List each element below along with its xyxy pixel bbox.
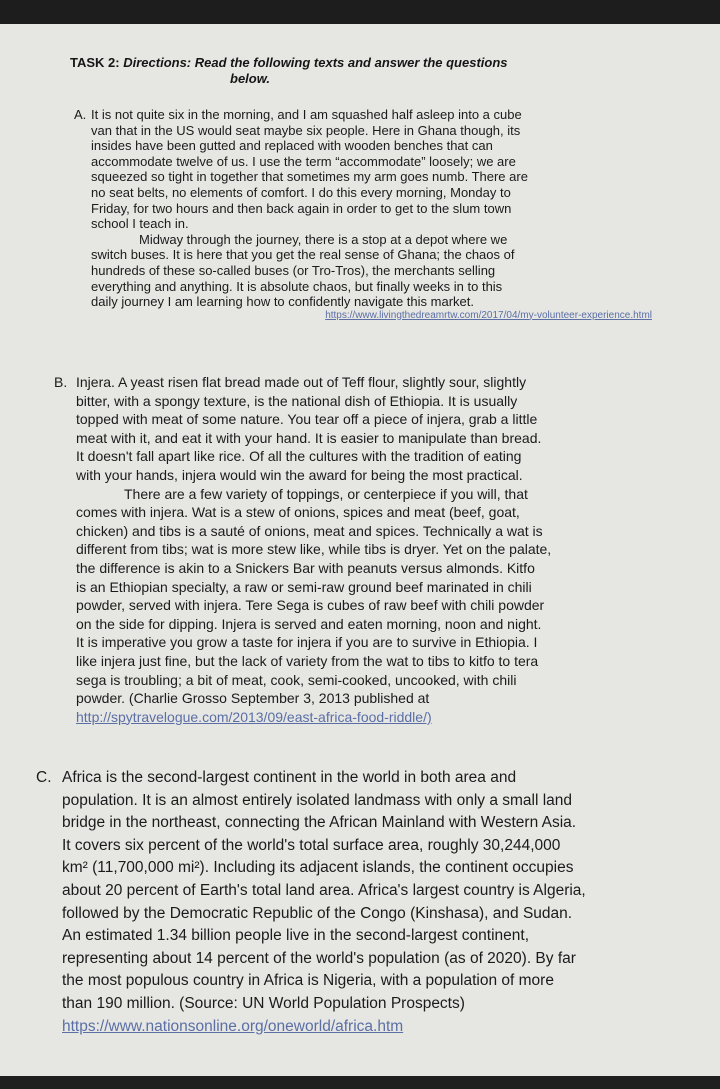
passage-b-line: Injera. A yeast risen flat bread made out of Teff flour, slightly sour, slightly (76, 374, 527, 390)
passage-c-line: It covers six percent of the world's total surface area, roughly 30,244,000 (62, 836, 561, 854)
passage-b (54, 373, 674, 726)
passage-b-line: with your hands, injera would win the award for being the most practical. (76, 466, 523, 483)
passage-b-line: powder. (Charlie Grosso September 3, 2013 published at (76, 690, 430, 707)
passage-a-line: squeezed so tight in together that sometimes my arm goes numb. There are (91, 169, 528, 185)
passage-b-line: powder, served with injera. Tere Sega is cubes of raw beef with chili powder (76, 597, 545, 614)
passage-a (74, 107, 654, 322)
passage-c-line: bridge in the northeast, connecting the African Mainland with Western Asia. (62, 814, 577, 832)
passage-a-line: insides have been gutted and replaced with wooden benches that can (91, 138, 493, 154)
passage-b-line: It is imperative you grow a taste for injera if you are to survive in Ethiopia. I (76, 634, 538, 651)
passage-b-line: on the side for dipping. Injera is served and eaten morning, noon and night. (76, 615, 542, 632)
passage-a-line: no seat belts, no elements of comfort. I do this every morning, Monday to (91, 184, 511, 200)
passage-b-line: It doesn't fall apart like rice. Of all the cultures with the tradition of eating (76, 448, 522, 465)
passage-c (36, 767, 686, 1038)
passage-a-line: van that in the US would seat maybe six people. Here in Ghana though, its (91, 122, 521, 138)
passage-b-line: topped with meat of some nature. You tear off a piece of injera, grab a little (76, 411, 538, 428)
bottom-border (0, 1076, 720, 1089)
passage-c-line: An estimated 1.34 billion people live in the second-largest continent, (62, 927, 530, 945)
passage-c-line: the most populous country in Africa is Nigeria, with a population of more (62, 972, 554, 990)
passage-c-line: population. It is an almost entirely isolated landmass with only a small land (62, 791, 573, 809)
passage-b-marker: B. (54, 374, 68, 390)
passage-b-source-link[interactable]: http://spytravelogue.com/2013/09/east-africa-food-riddle/) (76, 708, 432, 725)
passage-a-line: hundreds of these so-called buses (or Tro-Tros), the merchants selling (91, 262, 496, 278)
passage-c-line: than 190 million. (Source: UN World Population Prospects) (62, 994, 465, 1012)
passage-b-line: There are a few variety of toppings, or centerpiece if you will, that (124, 485, 528, 502)
passage-b-line: the difference is akin to a Snickers Bar with peanuts versus almonds. Kitfo (76, 559, 535, 576)
passage-c-line: km² (11,700,000 mi²). Including its adjacent islands, the continent occupies (62, 859, 574, 877)
passage-a-line: accommodate twelve of us. I use the term “accommodate” loosely; we are (91, 153, 516, 169)
task-directions-continued: below. (230, 71, 270, 86)
passage-c-source-link[interactable]: https://www.nationsonline.org/oneworld/africa.htm (62, 1017, 404, 1035)
passage-b-line: different from tibs; wat is more stew like, while tibs is dryer. Yet on the palate, (76, 541, 552, 558)
passage-a-line: Midway through the journey, there is a stop at a depot where we (139, 231, 508, 247)
passage-a-line: Friday, for two hours and then back again in order to get to the slum town (91, 200, 512, 216)
passage-c-line: representing about 14 percent of the world's population (as of 2020). By far (62, 949, 576, 967)
passage-b-line: chicken) and tibs is a sauté of onions, meat and spices. Technically a wat is (76, 522, 543, 539)
passage-b-line: sega is troubling; a bit of meat, cook, semi-cooked, uncooked, with chili (76, 671, 517, 688)
passage-a-line: daily journey I am learning how to confidently navigate this market. (91, 294, 474, 310)
task-directions: Directions: Read the following texts and answer the questions (123, 55, 508, 70)
passage-b-line: comes with injera. Wat is a stew of onions, spices and meat (beef, goat, (76, 504, 520, 521)
passage-b-line: is an Ethiopian specialty, a raw or semi-raw ground beef marinated in chili (76, 578, 532, 595)
passage-c-marker: C. (36, 769, 52, 786)
passage-a-line: switch buses. It is here that you get the real sense of Ghana; the chaos of (91, 247, 515, 263)
passage-a-source-link[interactable]: https://www.livingthedreamrtw.com/2017/04/my-volunteer-experience.html (325, 309, 652, 321)
passage-c-line: Africa is the second-largest continent in the world in both area and (62, 769, 517, 786)
passage-c-line: about 20 percent of Earth's total land area. Africa's largest country is Algeria, (62, 881, 586, 899)
passage-a-line: school I teach in. (91, 216, 189, 232)
passage-b-line: bitter, with a spongy texture, is the national dish of Ethiopia. It is usually (76, 392, 518, 409)
passage-b-line: meat with it, and eat it with your hand. It is easier to manipulate than bread. (76, 429, 542, 446)
passage-a-line: It is not quite six in the morning, and I am squashed half asleep into a cube (91, 107, 522, 122)
passage-a-line: everything and anything. It is absolute chaos, but finally weeks in to this (91, 278, 503, 294)
task-heading (70, 55, 640, 87)
passage-b-line: like injera just fine, but the lack of variety from the wat to tibs to kitfo to tera (76, 652, 539, 669)
passage-c-line: followed by the Democratic Republic of the Congo (Kinshasa), and Sudan. (62, 904, 573, 922)
task-label: TASK 2: (70, 55, 120, 70)
passage-a-marker: A. (74, 107, 87, 122)
